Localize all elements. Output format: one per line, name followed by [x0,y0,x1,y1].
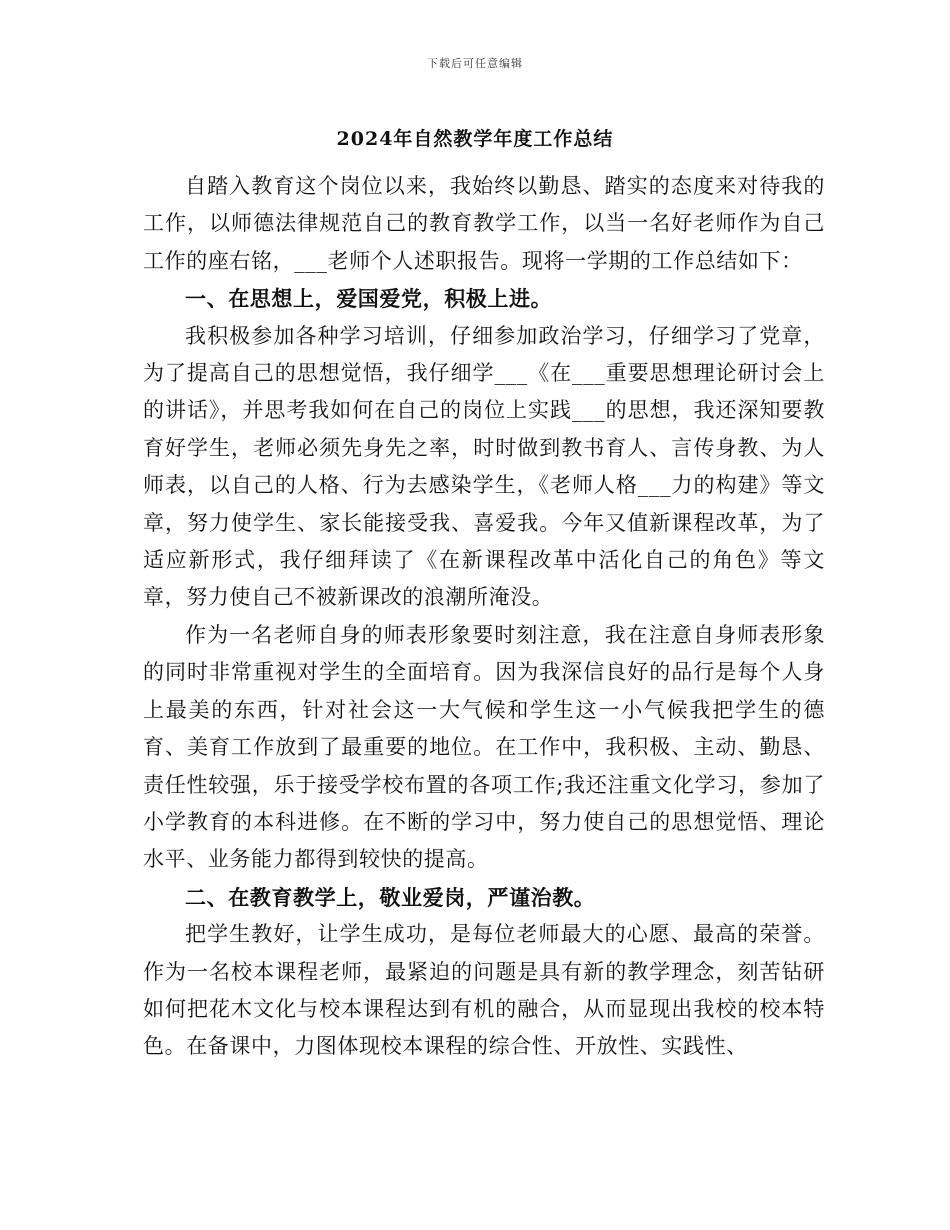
section-heading-1: 一、在思想上，爱国爱党，积极上进。 [185,286,553,312]
body-paragraph-3: 把学生教好，让学生成功，是每位老师最大的心愿、最高的荣誉。作为一名校本课程老师，最紧迫的问题是具有新的教学理念，刻苦钻研如何把花木文化与校本课程达到有机的融合，从而显现出我校的校本特色。在备课中，力图体现校本课程的综合性、开放性、实践性、 [143,922,825,1059]
body-paragraph-2: 作为一名老师自身的师表形象要时刻注意，我在注意自身师表形象的同时非常重视对学生的全面培育。因为我深信良好的品行是每个人身上最美的东西，针对社会这一大气候和学生这一小气候我把学生的德育、美育工作放到了最重要的地位。在工作中，我积极、主动、勤恳、责任性较强，乐于接受学校布置的各项工作;我还注重文化学习，参加了小学教育的本科进修。在不断的学习中，努力使自己的思想觉悟、理论水平、业务能力都得到较快的提高。 [143,622,825,872]
intro-paragraph: 自踏入教育这个岗位以来，我始终以勤恳、踏实的态度来对待我的工作，以师德法律规范自己的教育教学工作，以当一名好老师作为自己工作的座右铭，___老师个人述职报告。现将一学期的工作总结如下： [143,174,825,273]
section-heading-2: 二、在教育教学上，敬业爱岗，严谨治教。 [185,884,596,910]
page-title: 2024年自然教学年度工作总结 [336,128,614,150]
body-paragraph-1: 我积极参加各种学习培训，仔细参加政治学习，仔细学习了党章，为了提高自己的思想觉悟，我仔细学___《在___重要思想理论研讨会上的讲话》，并思考我如何在自己的岗位上实践___的思想，我还深知要教育好学生，老师必须先身先之率，时时做到教书育人、言传身教、为人师表，以自己的人格、行为去感染学生，《老师人格___力的构建》等文章，努力使学生、家长能接受我、喜爱我。今年又值新课程改革，为了适应新形式，我仔细拜读了《在新课程改革中活化自己的角色》等文章，努力使自己不被新课改的浪潮所淹没。 [143,323,825,610]
header-note: 下载后可任意编辑 [427,57,523,70]
document-body [143,168,825,1066]
